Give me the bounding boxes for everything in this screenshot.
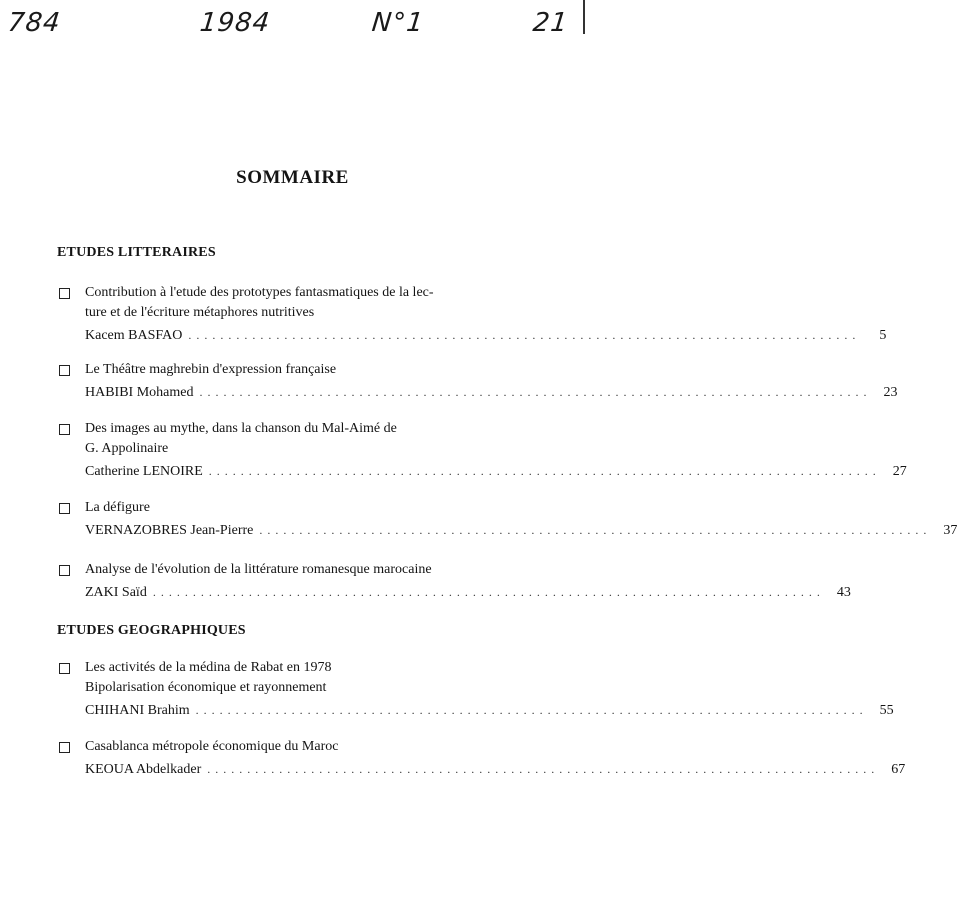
handwritten-catalog-number: 784	[6, 8, 63, 38]
dot-leader: ....................................................................................	[259, 523, 932, 537]
entry-author-line	[57, 325, 887, 346]
toc-entry[interactable]	[57, 498, 957, 541]
checkbox-icon	[59, 365, 70, 376]
checkbox-icon	[59, 742, 70, 753]
toc-entry[interactable]	[57, 737, 906, 780]
entry-author: KEOUA Abdelkader	[85, 762, 202, 777]
checkbox-icon	[59, 503, 70, 514]
entry-page-number: 43	[836, 585, 851, 600]
toc-entry[interactable]	[57, 360, 898, 403]
dot-leader: ....................................................................................	[207, 762, 880, 776]
entry-author: Kacem BASFAO	[85, 328, 183, 343]
toc-entry[interactable]	[57, 560, 851, 603]
entry-author: Catherine LENOIRE	[85, 464, 203, 479]
toc-entry[interactable]	[57, 658, 894, 721]
checkbox-icon	[59, 288, 70, 299]
entry-title-line: Analyse de l'évolution de la littérature romanesque marocaine	[57, 560, 552, 580]
entry-title-line: G. Appolinaire	[85, 441, 169, 456]
section-heading-geographiques: ETUDES GEOGRAPHIQUES	[57, 623, 246, 638]
entry-title-line: ture et de l'écriture métaphores nutritives	[85, 305, 315, 320]
entry-page-number: 23	[883, 385, 898, 400]
entry-title-line: Les activités de la médina de Rabat en 1978	[57, 658, 552, 678]
entry-title-line: Des images au mythe, dans la chanson du Mal-Aimé de	[57, 419, 552, 439]
checkbox-icon	[59, 424, 70, 435]
entry-title-line: Bipolarisation économique et rayonnement	[85, 680, 327, 695]
checkbox-icon	[59, 663, 70, 674]
entry-page-number: 55	[879, 703, 894, 718]
entry-title-line: Contribution à l'etude des prototypes fantasmatiques de la lec-	[57, 283, 552, 303]
entry-author: HABIBI Mohamed	[85, 385, 194, 400]
toc-entry[interactable]	[57, 283, 887, 346]
entry-page-number: 67	[891, 762, 906, 777]
dot-leader: ....................................................................................	[199, 385, 872, 399]
handwritten-issue-number: N°1	[370, 8, 426, 38]
checkbox-icon	[59, 565, 70, 576]
page-title: SOMMAIRE	[236, 167, 349, 188]
dot-leader: ....................................................................................	[195, 703, 868, 717]
entry-page-number: 27	[892, 464, 907, 479]
dot-leader: ....................................................................................	[152, 585, 825, 599]
entry-author-line	[57, 520, 957, 541]
entry-title-line: Le Théâtre maghrebin d'expression française	[57, 360, 552, 380]
entry-author: VERNAZOBRES Jean-Pierre	[85, 523, 254, 538]
handwritten-page-number: 21	[531, 8, 570, 38]
entry-author: CHIHANI Brahim	[85, 703, 190, 718]
entry-author-line	[57, 700, 894, 721]
entry-author-line	[57, 759, 906, 780]
entry-title-line: La défigure	[57, 498, 552, 518]
entry-title-line: Casablanca métropole économique du Maroc	[57, 737, 552, 757]
section-heading-litteraires: ETUDES LITTERAIRES	[57, 245, 216, 260]
entry-author-line	[57, 461, 907, 482]
entry-author: ZAKI Saïd	[85, 585, 147, 600]
entry-page-number: 5	[879, 328, 887, 343]
entry-author-line	[57, 582, 851, 603]
toc-entry[interactable]	[57, 419, 907, 482]
page-edge-mark	[583, 0, 585, 34]
entry-page-number: 37	[943, 523, 957, 538]
handwritten-year: 1984	[198, 8, 272, 38]
dot-leader: ....................................................................................	[188, 328, 861, 342]
entry-author-line	[57, 382, 898, 403]
dot-leader: ....................................................................................	[208, 464, 881, 478]
